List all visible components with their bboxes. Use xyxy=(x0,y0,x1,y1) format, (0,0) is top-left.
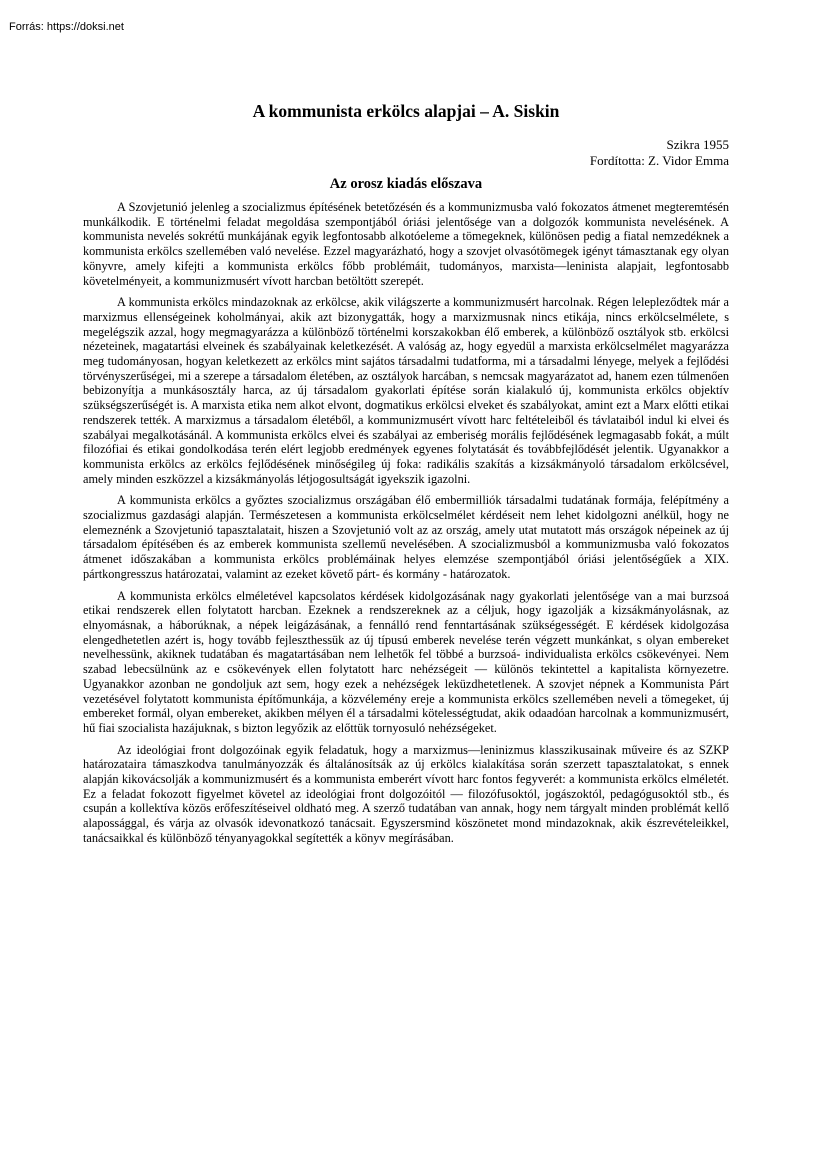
translator-line: Fordította: Z. Vidor Emma xyxy=(589,153,729,168)
paragraph: A kommunista erkölcs mindazoknak az erkölcse, akik világszerte a kommunizmusért harcolnak. Régen lelepleződtek már a marxizmus ellenségeinek koholmányai, akik azt bizonygatták, hogy a marxizmusnak nincs etikája, nincs erkölcselmélete, s megelégszik azzal, hogy megmagyarázza a különböző történelmi korszakokban élő emberek, a különböző osztályok stb. erkölcsi nézeteinek, magatartási elveinek és szabályainak keletkezését. A valóság az, hogy egyedül a marxista erkölcselmélet magyarázza meg tudományosan, hogyan keletkezett az erkölcs mint sajátos társadalmi tudatforma, mi a társadalmi lényege, melyek a fejlődési törvényszerűségei, mi a szerepe a társadalom életében, az osztályok harcában, s nemcsak magyarázatot ad, hanem ezen túlmenően bebizonyítja a munkásosztály harca, az új társadalom gyakorlati építése során kialakuló új, kommunista erkölcs objektív szükségszerűségét is. A marxista etika nem alkot elvont, dogmatikus erkölcsi elveket és szabályokat, amint ezt a Marx előtti etikai rendszerek tették. A marxizmus a társadalom életéből, a kommunizmusért vívott harc feltételeiből és távlataiból indul ki elvei és szabályai megalkotásánál. A kommunista erkölcs elvei és szabályai az emberiség morális fejlődésének legmagasabb fokát, a múlt filozófiai és etikai gondolkodása terén elért legjobb eredmények egyenes folytatását és továbbfejlődését jelentik. Ugyanakkor a kommunista erkölcs az erkölcs fejlődésének minőségileg új foka: radikális szakítás a kizsákmányoló társadalom erkölcsével, amely minden eszközzel a kizsákmányolás létjogosultságát igyekszik igazolni. xyxy=(83,295,729,486)
document-page xyxy=(83,101,729,853)
publisher-line: Szikra 1955 xyxy=(666,137,729,152)
paragraph: Az ideológiai front dolgozóinak egyik feladatuk, hogy a marxizmus—leninizmus klasszikusainak műveire és az SZKP határozataira támaszkodva tanulmányozzák és általánosítsák az új erkölcs kialakítása során szerzett tapasztalatokat, s ennek alapján kikovácsolják a kommunizmusért és a kommunista emberért vívott harc fontos fegyverét: a kommunista erkölcs elméletét. Ez a feladat fokozott figyelmet követel az ideológiai front dolgozóitól — filozófusoktól, jogászoktól, pedagógusoktól stb., és csupán a kollektíva közös erőfeszítéseivel oldható meg. A szerző tudatában van annak, hogy nem tárgyalt minden problémát kellő alapossággal, és várja az olvasók idevonatkozó tanácsait. Egyszersmind köszönetet mond mindazoknak, akik észrevételeikkel, tanácsaikkal és különböző tényanyagokkal segítették a könyv megírásában. xyxy=(83,742,729,845)
paragraph: A Szovjetunió jelenleg a szocializmus építésének betetőzésén és a kommunizmusba való fokozatos átmenet megteremtésén munkálkodik. E történelmi feladat megoldása szempontjából óriási jelentősége van a dolgozók kommunista nevelésének. A kommunista nevelés sokrétű munkájának egyik legfontosabb alkotóeleme a tömegeknek, különösen pedig a fiatal nemzedéknek a kommunista erkölcs szellemében való nevelése. Ezzel magyarázható, hogy a szovjet olvasótömegek igényt támasztanak egy olyan könyvre, amely kifejti a kommunista erkölcs főbb problémáit, tudományos, marxista—leninista alapjait, legfontosabb követelményeit, a kommunizmusért vívott harcban betöltött szerepét. xyxy=(83,200,729,288)
paragraph: A kommunista erkölcs elméletével kapcsolatos kérdések kidolgozásának nagy gyakorlati jelentősége van a mai burzsoá etikai rendszerek ellen folytatott harcban. Ezeknek a rendszereknek az a céljuk, hogy igazolják a kizsákmányolásnak, az elnyomásnak, a háborúknak, a népek leigázásának, a fennálló rend fenntartásának szükségességét. E kérdések kidolgozása elengedhetetlen azért is, hogy tovább fejleszthessük az új típusú emberek nevelése terén végzett munkánkat, s olyan embereket nevelhessünk, akiknek tudatában és magatartásában nem lelhetők fel többé a burzsoá- individualista erkölcs csökevényei. Nem szabad lebecsülnünk az e csökevények ellen folytatott harc nehézségeit — különös tekintettel a kapitalista környezetre. Ugyanakkor azonban ne gondoljuk azt sem, hogy ezek a nehézségek leküzdhetetlenek. A szovjet népnek a Kommunista Párt vezetésével folytatott kommunista építőmunkája, a közvélemény ereje a kommunista erkölcs szellemében neveli a tömegeket, új embereket formál, olyan embereket, akikben mélyen él a társadalmi kötelességtudat, akik odaadóan harcolnak a kommunizmusért, hű fiai szocialista hazájuknak, s bizton legyőzik az előttük tornyosuló nehézségeket. xyxy=(83,588,729,735)
document-title: A kommunista erkölcs alapjai – A. Siskin xyxy=(252,101,560,121)
paragraph: A kommunista erkölcs a győztes szocializmus országában élő embermilliók társadalmi tudatának formája, felépítmény a szocializmus gazdasági alapján. Természetesen a kommunista erkölcselmélet kérdéseit nem lehet kidolgozni anélkül, hogy ne elemeznénk a Szovjetunió tapasztalatait, hiszen a Szovjetunió volt az az ország, amely utat mutatott más országok népeinek az új társadalom építésében és az emberek kommunista szellemű nevelésében. A szocializmusból a kommunizmusba való fokozatos átmenet időszakában a kommunista erkölcs problémáinak helyes elemzése szempontjából óriási jelentőségűek a XIX. pártkongresszus határozatai, valamint az ezeket követő párt- és kormány - határozatok. xyxy=(83,493,729,581)
section-title: Az orosz kiadás előszava xyxy=(329,176,483,192)
source-label: Forrás: https://doksi.net xyxy=(9,21,124,33)
